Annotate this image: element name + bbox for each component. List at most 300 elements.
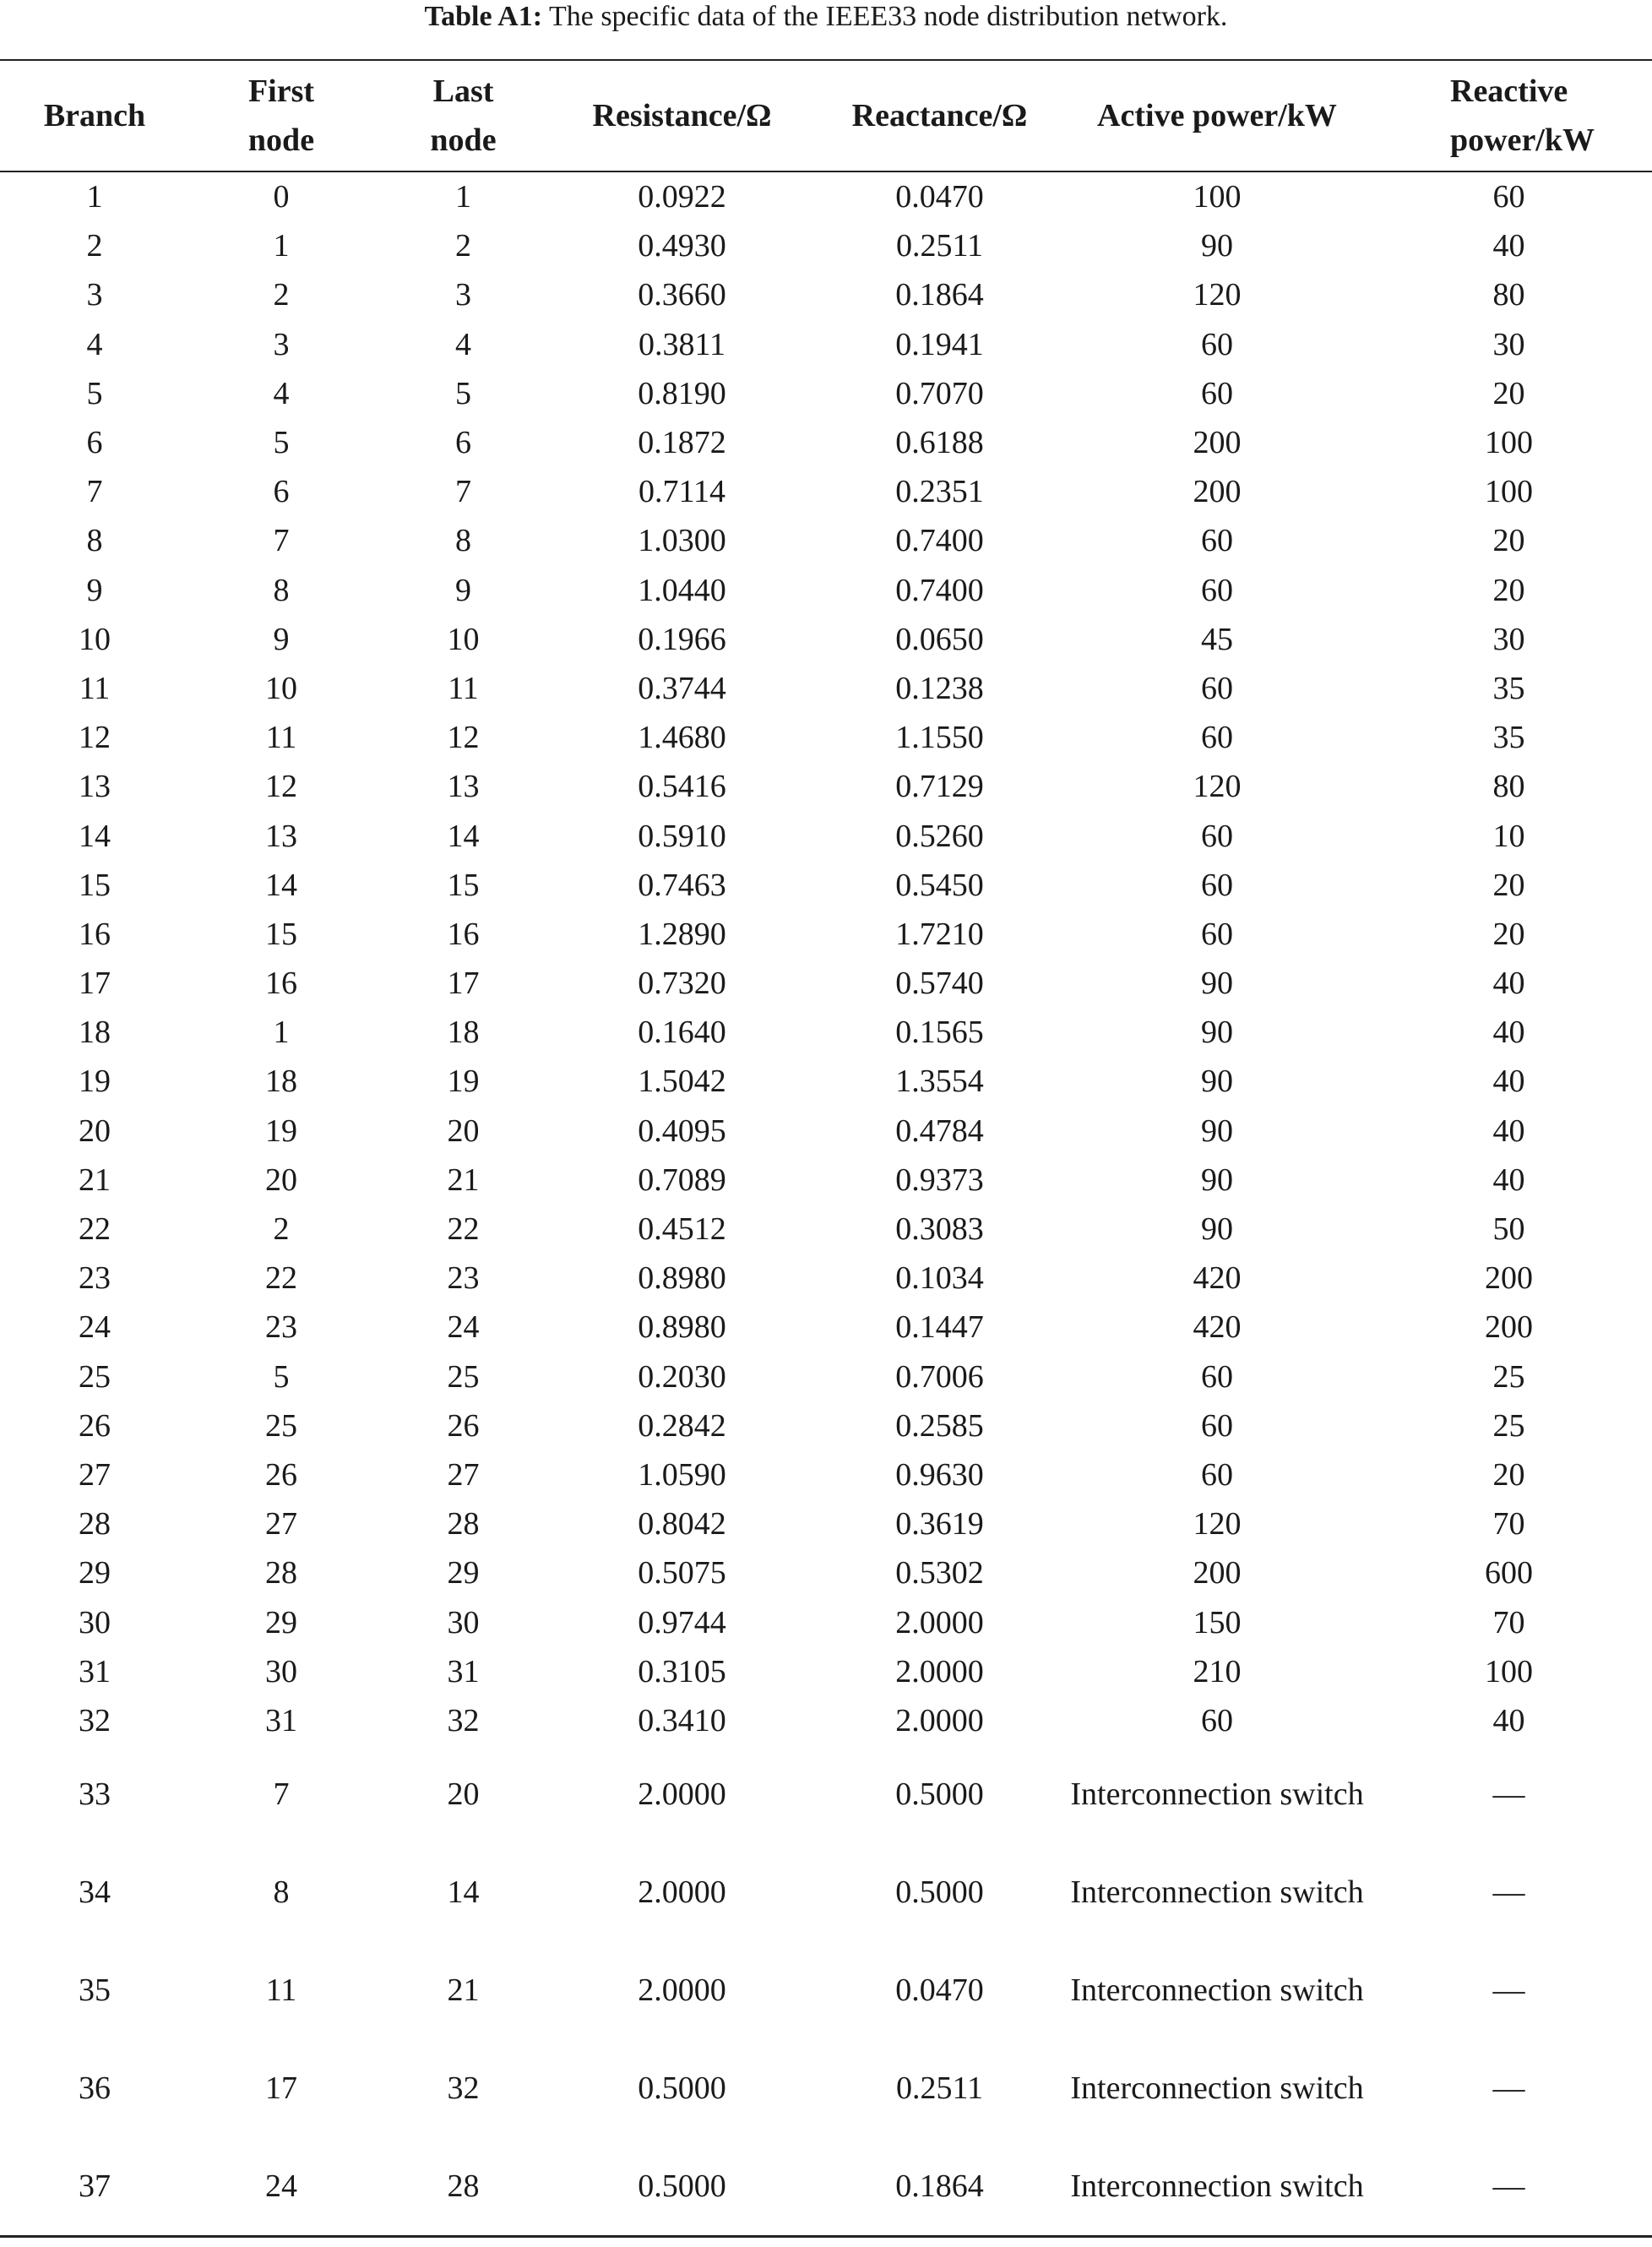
cell-last-node: 23 bbox=[447, 1260, 480, 1297]
cell-resistance: 0.4512 bbox=[638, 1211, 726, 1248]
table-row bbox=[0, 1205, 1652, 1254]
table-row bbox=[0, 270, 1652, 319]
cell-reactive-power: 30 bbox=[1492, 621, 1525, 657]
table-row bbox=[0, 1107, 1652, 1156]
cell-active-power: 90 bbox=[1201, 1211, 1233, 1248]
cell-last-node: 8 bbox=[455, 523, 471, 559]
cell-first-node: 30 bbox=[265, 1653, 297, 1689]
cell-reactive-power: 40 bbox=[1492, 1113, 1525, 1149]
cell-branch: 16 bbox=[79, 916, 111, 952]
cell-branch: 15 bbox=[79, 867, 111, 903]
cell-branch: 23 bbox=[79, 1260, 111, 1297]
cell-reactive-power: 25 bbox=[1492, 1358, 1525, 1395]
cell-reactance: 0.3619 bbox=[895, 1506, 984, 1542]
cell-reactance: 0.4784 bbox=[895, 1113, 984, 1149]
cell-reactance: 0.1238 bbox=[895, 670, 984, 706]
cell-active-power: 45 bbox=[1201, 621, 1233, 657]
cell-reactance: 0.9373 bbox=[895, 1162, 984, 1198]
cell-first-node: 5 bbox=[273, 1358, 290, 1395]
cell-branch: 32 bbox=[79, 1702, 111, 1738]
cell-resistance: 0.3744 bbox=[638, 670, 726, 706]
cell-active-power: 200 bbox=[1193, 474, 1242, 510]
cell-active-power: 60 bbox=[1201, 375, 1233, 411]
cell-resistance: 0.4930 bbox=[638, 228, 726, 264]
cell-branch: 4 bbox=[86, 326, 103, 362]
cell-branch: 13 bbox=[79, 769, 111, 805]
cell-active-power: Interconnection switch bbox=[1070, 1874, 1364, 1910]
cell-resistance: 0.5000 bbox=[638, 2168, 726, 2204]
cell-active-power: 200 bbox=[1193, 1555, 1242, 1591]
header-branch: Branch bbox=[0, 60, 189, 171]
cell-branch: 37 bbox=[79, 2168, 111, 2204]
cell-reactance: 0.1034 bbox=[895, 1260, 984, 1297]
cell-resistance: 2.0000 bbox=[638, 1972, 726, 2008]
table-row bbox=[0, 1499, 1652, 1548]
cell-reactive-power: 100 bbox=[1485, 474, 1533, 510]
table-row bbox=[0, 1548, 1652, 1597]
cell-branch: 1 bbox=[86, 179, 103, 215]
cell-resistance: 1.4680 bbox=[638, 720, 726, 756]
cell-branch: 18 bbox=[79, 1015, 111, 1051]
ieee33-data-table bbox=[0, 59, 1652, 2238]
cell-branch: 17 bbox=[79, 966, 111, 1002]
cell-reactance: 2.0000 bbox=[895, 1702, 984, 1738]
cell-reactance: 0.1447 bbox=[895, 1309, 984, 1346]
table-row bbox=[0, 811, 1652, 860]
cell-active-power: 60 bbox=[1201, 326, 1233, 362]
table-row bbox=[0, 2039, 1652, 2137]
cell-resistance: 0.1966 bbox=[638, 621, 726, 657]
cell-last-node: 4 bbox=[455, 326, 471, 362]
table-row bbox=[0, 2137, 1652, 2237]
table-row bbox=[0, 369, 1652, 418]
table-row bbox=[0, 664, 1652, 713]
cell-branch: 36 bbox=[79, 2070, 111, 2106]
cell-reactance: 0.5740 bbox=[895, 966, 984, 1002]
cell-reactance: 0.0470 bbox=[895, 179, 984, 215]
cell-first-node: 15 bbox=[265, 916, 297, 952]
header-last-node: Last node bbox=[373, 60, 553, 171]
cell-reactance: 0.2351 bbox=[895, 474, 984, 510]
cell-active-power: 210 bbox=[1193, 1653, 1242, 1689]
header-first-node: First node bbox=[189, 60, 373, 171]
cell-reactive-power: 10 bbox=[1492, 818, 1525, 854]
header-reactance: Reactance/Ω bbox=[811, 60, 1068, 171]
cell-active-power: Interconnection switch bbox=[1070, 1776, 1364, 1812]
cell-resistance: 1.0590 bbox=[638, 1456, 726, 1493]
cell-resistance: 0.3811 bbox=[638, 326, 726, 362]
cell-last-node: 9 bbox=[455, 572, 471, 608]
cell-first-node: 27 bbox=[265, 1506, 297, 1542]
table-row bbox=[0, 1156, 1652, 1205]
cell-active-power: 60 bbox=[1201, 867, 1233, 903]
table-row bbox=[0, 1745, 1652, 1843]
cell-reactance: 0.2511 bbox=[895, 228, 984, 264]
cell-last-node: 1 bbox=[455, 179, 471, 215]
cell-reactance: 0.7070 bbox=[895, 375, 984, 411]
cell-first-node: 9 bbox=[273, 621, 290, 657]
cell-reactance: 0.5000 bbox=[895, 1874, 984, 1910]
table-row bbox=[0, 418, 1652, 467]
table-row bbox=[0, 1941, 1652, 2039]
cell-reactive-power: 100 bbox=[1485, 1653, 1533, 1689]
cell-reactive-power: 20 bbox=[1492, 867, 1525, 903]
cell-active-power: 120 bbox=[1193, 1506, 1242, 1542]
cell-first-node: 10 bbox=[265, 670, 297, 706]
cell-resistance: 0.7089 bbox=[638, 1162, 726, 1198]
table-row bbox=[0, 959, 1652, 1008]
cell-last-node: 5 bbox=[455, 375, 471, 411]
cell-reactive-power: 600 bbox=[1485, 1555, 1533, 1591]
table-row bbox=[0, 1597, 1652, 1646]
cell-reactance: 0.0470 bbox=[895, 1972, 984, 2008]
cell-reactance: 0.3083 bbox=[895, 1211, 984, 1248]
cell-first-node: 8 bbox=[273, 1874, 290, 1910]
cell-last-node: 15 bbox=[447, 867, 480, 903]
cell-reactance: 0.5260 bbox=[895, 818, 984, 854]
cell-reactive-power: 35 bbox=[1492, 720, 1525, 756]
cell-reactance: 0.6188 bbox=[895, 425, 984, 461]
cell-last-node: 7 bbox=[455, 474, 471, 510]
table-caption bbox=[0, 0, 1652, 34]
cell-resistance: 0.7114 bbox=[638, 474, 726, 510]
cell-branch: 10 bbox=[79, 621, 111, 657]
cell-reactive-power: 200 bbox=[1485, 1260, 1533, 1297]
cell-reactance: 0.5450 bbox=[895, 867, 984, 903]
cell-active-power: 60 bbox=[1201, 818, 1233, 854]
cell-active-power: Interconnection switch bbox=[1070, 2070, 1364, 2106]
table-row bbox=[0, 1647, 1652, 1696]
cell-branch: 8 bbox=[86, 523, 103, 559]
cell-branch: 14 bbox=[79, 818, 111, 854]
cell-branch: 2 bbox=[86, 228, 103, 264]
cell-resistance: 0.8042 bbox=[638, 1506, 726, 1542]
cell-first-node: 1 bbox=[273, 228, 290, 264]
cell-reactive-power: 30 bbox=[1492, 326, 1525, 362]
table-row bbox=[0, 1057, 1652, 1106]
cell-reactance: 0.7400 bbox=[895, 523, 984, 559]
cell-reactance: 1.1550 bbox=[895, 720, 984, 756]
cell-first-node: 1 bbox=[273, 1015, 290, 1051]
table-row bbox=[0, 171, 1652, 221]
cell-reactive-power: — bbox=[1492, 2070, 1525, 2106]
cell-branch: 20 bbox=[79, 1113, 111, 1149]
cell-reactive-power: 20 bbox=[1492, 916, 1525, 952]
cell-resistance: 1.2890 bbox=[638, 916, 726, 952]
cell-first-node: 29 bbox=[265, 1604, 297, 1640]
cell-reactive-power: 40 bbox=[1492, 966, 1525, 1002]
cell-first-node: 0 bbox=[273, 179, 290, 215]
cell-first-node: 22 bbox=[265, 1260, 297, 1297]
cell-reactance: 0.1565 bbox=[895, 1015, 984, 1051]
cell-reactance: 0.5302 bbox=[895, 1555, 984, 1591]
cell-active-power: 90 bbox=[1201, 1064, 1233, 1100]
cell-last-node: 32 bbox=[447, 1702, 480, 1738]
cell-active-power: 60 bbox=[1201, 720, 1233, 756]
table-body bbox=[0, 171, 1652, 2237]
cell-first-node: 4 bbox=[273, 375, 290, 411]
cell-reactance: 0.7400 bbox=[895, 572, 984, 608]
cell-active-power: Interconnection switch bbox=[1070, 2168, 1364, 2204]
cell-last-node: 11 bbox=[448, 670, 479, 706]
cell-branch: 22 bbox=[79, 1211, 111, 1248]
table-row bbox=[0, 516, 1652, 565]
cell-reactance: 0.1864 bbox=[895, 2168, 984, 2204]
cell-active-power: 120 bbox=[1193, 769, 1242, 805]
cell-branch: 26 bbox=[79, 1407, 111, 1444]
cell-active-power: 90 bbox=[1201, 1015, 1233, 1051]
cell-reactive-power: 40 bbox=[1492, 1015, 1525, 1051]
cell-last-node: 26 bbox=[447, 1407, 480, 1444]
table-row bbox=[0, 221, 1652, 270]
cell-branch: 28 bbox=[79, 1506, 111, 1542]
cell-resistance: 2.0000 bbox=[638, 1776, 726, 1812]
table-row bbox=[0, 1696, 1652, 1745]
cell-last-node: 24 bbox=[447, 1309, 480, 1346]
cell-last-node: 22 bbox=[447, 1211, 480, 1248]
cell-resistance: 0.1640 bbox=[638, 1015, 726, 1051]
cell-last-node: 25 bbox=[447, 1358, 480, 1395]
table-row bbox=[0, 1450, 1652, 1499]
cell-first-node: 19 bbox=[265, 1113, 297, 1149]
cell-reactance: 0.9630 bbox=[895, 1456, 984, 1493]
table-row bbox=[0, 1254, 1652, 1303]
cell-reactive-power: 20 bbox=[1492, 523, 1525, 559]
cell-active-power: 100 bbox=[1193, 179, 1242, 215]
cell-active-power: 200 bbox=[1193, 425, 1242, 461]
table-row bbox=[0, 1843, 1652, 1941]
cell-reactive-power: 60 bbox=[1492, 179, 1525, 215]
cell-resistance: 0.8980 bbox=[638, 1309, 726, 1346]
cell-first-node: 2 bbox=[273, 277, 290, 313]
cell-resistance: 0.5000 bbox=[638, 2070, 726, 2106]
cell-last-node: 20 bbox=[447, 1113, 480, 1149]
cell-reactance: 0.2511 bbox=[895, 2070, 984, 2106]
cell-active-power: 90 bbox=[1201, 228, 1233, 264]
cell-reactance: 0.5000 bbox=[895, 1776, 984, 1812]
cell-first-node: 16 bbox=[265, 966, 297, 1002]
cell-reactive-power: 25 bbox=[1492, 1407, 1525, 1444]
cell-last-node: 19 bbox=[447, 1064, 480, 1100]
cell-branch: 34 bbox=[79, 1874, 111, 1910]
cell-first-node: 3 bbox=[273, 326, 290, 362]
table-row bbox=[0, 320, 1652, 369]
cell-branch: 9 bbox=[86, 572, 103, 608]
header-reactive-power: Reactive power/kW bbox=[1366, 60, 1652, 171]
cell-active-power: 90 bbox=[1201, 966, 1233, 1002]
cell-first-node: 8 bbox=[273, 572, 290, 608]
cell-last-node: 16 bbox=[447, 916, 480, 952]
cell-reactive-power: — bbox=[1492, 2168, 1525, 2204]
cell-first-node: 28 bbox=[265, 1555, 297, 1591]
cell-active-power: 60 bbox=[1201, 670, 1233, 706]
table-row bbox=[0, 762, 1652, 811]
cell-last-node: 3 bbox=[455, 277, 471, 313]
cell-active-power: 60 bbox=[1201, 1407, 1233, 1444]
header-row bbox=[0, 60, 1652, 171]
cell-first-node: 6 bbox=[273, 474, 290, 510]
cell-first-node: 17 bbox=[265, 2070, 297, 2106]
header-active-power: Active power/kW bbox=[1068, 60, 1366, 171]
caption-label: Table A1: bbox=[424, 1, 543, 32]
table-row bbox=[0, 861, 1652, 910]
cell-resistance: 0.7463 bbox=[638, 867, 726, 903]
cell-resistance: 0.8980 bbox=[638, 1260, 726, 1297]
cell-last-node: 20 bbox=[447, 1776, 480, 1812]
cell-resistance: 0.1872 bbox=[638, 425, 726, 461]
cell-reactance: 0.7129 bbox=[895, 769, 984, 805]
cell-branch: 5 bbox=[86, 375, 103, 411]
cell-first-node: 25 bbox=[265, 1407, 297, 1444]
cell-branch: 11 bbox=[79, 670, 111, 706]
cell-active-power: 60 bbox=[1201, 916, 1233, 952]
cell-active-power: Interconnection switch bbox=[1070, 1972, 1364, 2008]
cell-first-node: 24 bbox=[265, 2168, 297, 2204]
cell-reactance: 2.0000 bbox=[895, 1604, 984, 1640]
cell-resistance: 1.0300 bbox=[638, 523, 726, 559]
cell-last-node: 13 bbox=[447, 769, 480, 805]
cell-branch: 31 bbox=[79, 1653, 111, 1689]
cell-reactive-power: 70 bbox=[1492, 1604, 1525, 1640]
cell-branch: 19 bbox=[79, 1064, 111, 1100]
cell-reactance: 0.1864 bbox=[895, 277, 984, 313]
table-row bbox=[0, 1008, 1652, 1057]
cell-reactance: 0.0650 bbox=[895, 621, 984, 657]
cell-branch: 33 bbox=[79, 1776, 111, 1812]
table-row bbox=[0, 910, 1652, 959]
cell-reactance: 1.7210 bbox=[895, 916, 984, 952]
cell-last-node: 14 bbox=[447, 818, 480, 854]
cell-resistance: 0.3410 bbox=[638, 1702, 726, 1738]
cell-active-power: 60 bbox=[1201, 1456, 1233, 1493]
cell-resistance: 0.7320 bbox=[638, 966, 726, 1002]
cell-resistance: 1.5042 bbox=[638, 1064, 726, 1100]
cell-resistance: 0.3660 bbox=[638, 277, 726, 313]
cell-last-node: 21 bbox=[447, 1162, 480, 1198]
cell-resistance: 0.8190 bbox=[638, 375, 726, 411]
cell-last-node: 14 bbox=[447, 1874, 480, 1910]
cell-branch: 6 bbox=[86, 425, 103, 461]
cell-branch: 29 bbox=[79, 1555, 111, 1591]
cell-reactive-power: 80 bbox=[1492, 769, 1525, 805]
cell-active-power: 60 bbox=[1201, 1702, 1233, 1738]
cell-resistance: 0.5910 bbox=[638, 818, 726, 854]
cell-reactive-power: 20 bbox=[1492, 1456, 1525, 1493]
cell-active-power: 90 bbox=[1201, 1113, 1233, 1149]
cell-first-node: 12 bbox=[265, 769, 297, 805]
cell-last-node: 27 bbox=[447, 1456, 480, 1493]
cell-reactive-power: 80 bbox=[1492, 277, 1525, 313]
cell-reactive-power: 40 bbox=[1492, 1064, 1525, 1100]
cell-resistance: 0.2030 bbox=[638, 1358, 726, 1395]
cell-last-node: 30 bbox=[447, 1604, 480, 1640]
cell-last-node: 32 bbox=[447, 2070, 480, 2106]
cell-active-power: 420 bbox=[1193, 1309, 1242, 1346]
cell-reactive-power: 40 bbox=[1492, 1702, 1525, 1738]
cell-resistance: 1.0440 bbox=[638, 572, 726, 608]
cell-last-node: 18 bbox=[447, 1015, 480, 1051]
cell-branch: 7 bbox=[86, 474, 103, 510]
cell-branch: 27 bbox=[79, 1456, 111, 1493]
table-row bbox=[0, 1303, 1652, 1352]
cell-first-node: 23 bbox=[265, 1309, 297, 1346]
table-row bbox=[0, 566, 1652, 615]
cell-branch: 24 bbox=[79, 1309, 111, 1346]
cell-reactance: 2.0000 bbox=[895, 1653, 984, 1689]
cell-resistance: 0.3105 bbox=[638, 1653, 726, 1689]
cell-last-node: 28 bbox=[447, 1506, 480, 1542]
cell-reactive-power: 40 bbox=[1492, 1162, 1525, 1198]
table-header bbox=[0, 60, 1652, 171]
cell-last-node: 17 bbox=[447, 966, 480, 1002]
header-resistance: Resistance/Ω bbox=[553, 60, 811, 171]
caption-text: The specific data of the IEEE33 node distribution network. bbox=[548, 1, 1228, 32]
cell-reactive-power: — bbox=[1492, 1874, 1525, 1910]
cell-resistance: 0.2842 bbox=[638, 1407, 726, 1444]
cell-last-node: 10 bbox=[447, 621, 480, 657]
cell-first-node: 14 bbox=[265, 867, 297, 903]
cell-active-power: 120 bbox=[1193, 277, 1242, 313]
cell-active-power: 90 bbox=[1201, 1162, 1233, 1198]
cell-resistance: 0.0922 bbox=[638, 179, 726, 215]
cell-first-node: 11 bbox=[265, 720, 297, 756]
cell-last-node: 12 bbox=[447, 720, 480, 756]
cell-reactance: 0.7006 bbox=[895, 1358, 984, 1395]
cell-active-power: 420 bbox=[1193, 1260, 1242, 1297]
cell-active-power: 60 bbox=[1201, 1358, 1233, 1395]
cell-first-node: 18 bbox=[265, 1064, 297, 1100]
cell-branch: 21 bbox=[79, 1162, 111, 1198]
table-row bbox=[0, 1401, 1652, 1450]
cell-resistance: 0.5075 bbox=[638, 1555, 726, 1591]
cell-reactive-power: — bbox=[1492, 1776, 1525, 1812]
cell-resistance: 0.4095 bbox=[638, 1113, 726, 1149]
cell-reactive-power: 35 bbox=[1492, 670, 1525, 706]
cell-reactive-power: 40 bbox=[1492, 228, 1525, 264]
table-row bbox=[0, 467, 1652, 516]
cell-resistance: 0.9744 bbox=[638, 1604, 726, 1640]
table-row bbox=[0, 1352, 1652, 1401]
cell-first-node: 20 bbox=[265, 1162, 297, 1198]
cell-first-node: 26 bbox=[265, 1456, 297, 1493]
cell-active-power: 60 bbox=[1201, 572, 1233, 608]
table-row bbox=[0, 615, 1652, 664]
cell-branch: 35 bbox=[79, 1972, 111, 2008]
cell-first-node: 2 bbox=[273, 1211, 290, 1248]
cell-reactive-power: 100 bbox=[1485, 425, 1533, 461]
cell-last-node: 6 bbox=[455, 425, 471, 461]
cell-reactive-power: 50 bbox=[1492, 1211, 1525, 1248]
cell-last-node: 31 bbox=[447, 1653, 480, 1689]
cell-reactive-power: 70 bbox=[1492, 1506, 1525, 1542]
cell-first-node: 5 bbox=[273, 425, 290, 461]
cell-reactive-power: 20 bbox=[1492, 375, 1525, 411]
cell-reactive-power: 20 bbox=[1492, 572, 1525, 608]
cell-last-node: 21 bbox=[447, 1972, 480, 2008]
cell-branch: 30 bbox=[79, 1604, 111, 1640]
cell-resistance: 0.5416 bbox=[638, 769, 726, 805]
cell-branch: 25 bbox=[79, 1358, 111, 1395]
cell-reactance: 0.2585 bbox=[895, 1407, 984, 1444]
cell-first-node: 31 bbox=[265, 1702, 297, 1738]
cell-first-node: 7 bbox=[273, 523, 290, 559]
cell-first-node: 7 bbox=[273, 1776, 290, 1812]
table-row bbox=[0, 713, 1652, 762]
cell-reactance: 1.3554 bbox=[895, 1064, 984, 1100]
cell-reactive-power: 200 bbox=[1485, 1309, 1533, 1346]
cell-active-power: 150 bbox=[1193, 1604, 1242, 1640]
cell-branch: 12 bbox=[79, 720, 111, 756]
